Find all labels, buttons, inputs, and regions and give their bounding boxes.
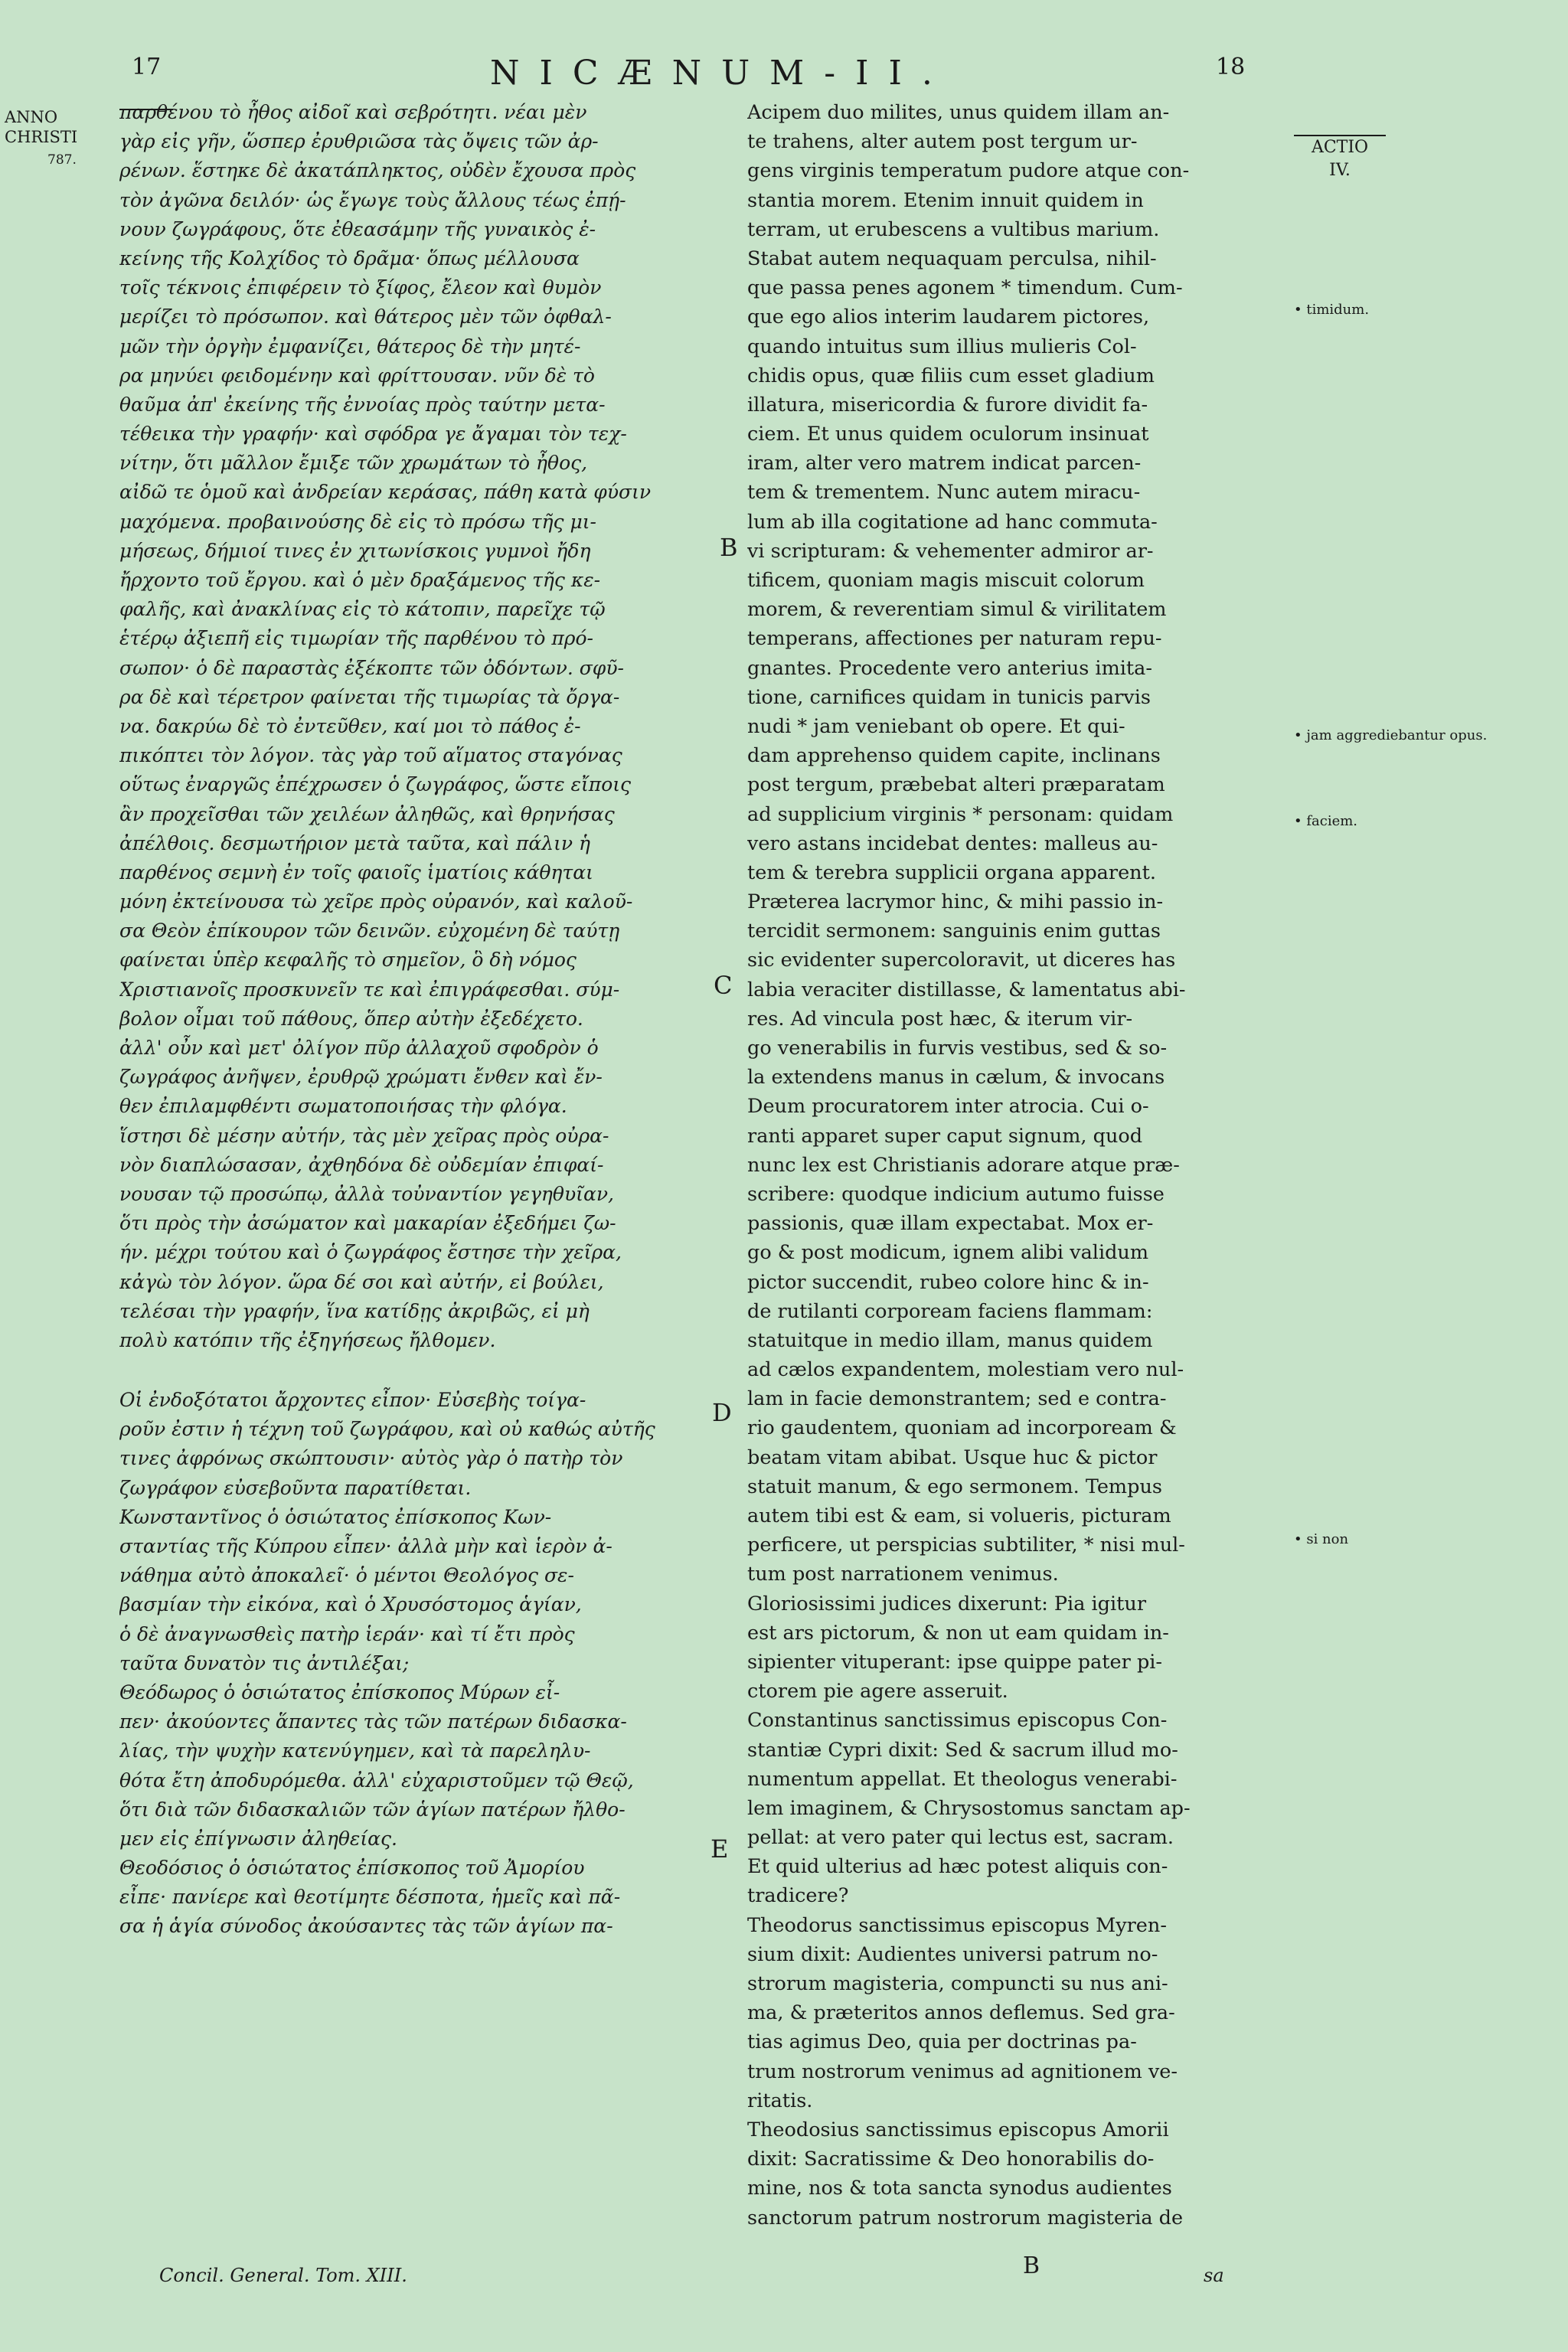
actio-label: ACTIO xyxy=(1311,138,1369,157)
greek-line: ταῦτα δυνατὸν τις ἀντιλέξαι; xyxy=(119,1651,410,1674)
latin-line: Et quid ulterius ad hæc potest aliquis con- xyxy=(747,1855,1168,1879)
latin-line: statuitque in medio illam, manus quidem xyxy=(747,1328,1153,1352)
latin-line: lum ab illa cogitatione ad hanc commuta- xyxy=(747,510,1158,534)
greek-line: πεν· ἀκούοντες ἅπαντες τὰς τῶν πατέρων διδασκα- xyxy=(119,1710,627,1733)
latin-line: morem, & reverentiam simul & virilitatem xyxy=(747,598,1167,622)
latin-line: quando intuitus sum illius mulieris Col- xyxy=(747,335,1137,358)
greek-line: μήσεως, δήμιοί τινες ἐν χιτωνίσκοις γυμνοὶ ἤδη xyxy=(119,539,591,562)
greek-line: θεν ἐπιλαμφθέντι σωματοποιήσας τὴν φλόγα. xyxy=(119,1095,567,1118)
greek-line: παρθένου τὸ ἦθος αἰδοῖ καὶ σεβρότητι. νέαι μὲν xyxy=(119,101,587,123)
latin-line: Præterea lacrymor hinc, & mihi passio in- xyxy=(747,890,1164,914)
latin-line: dixit: Sacratissime & Deo honorabilis do- xyxy=(747,2148,1155,2171)
greek-line: ἀλλ' οὖν καὶ μετ' ὀλίγον πῦρ ἀλλαχοῦ σφοδρὸν ὁ xyxy=(119,1037,599,1059)
actio-number: IV. xyxy=(1329,161,1351,180)
latin-line: tem & terebra supplicii organa apparent. xyxy=(747,861,1156,884)
latin-line: tem & trementem. Nunc autem miracu- xyxy=(747,481,1141,505)
latin-line: est ars pictorum, & non ut eam quidam in- xyxy=(747,1621,1169,1645)
running-header xyxy=(0,54,1568,100)
latin-line: vi scripturam: & vehementer admiror ar- xyxy=(747,539,1154,563)
greek-line: ὁ δὲ ἀναγνωσθεὶς πατὴρ ἱεράν· καὶ τί ἔτι πρὸς xyxy=(119,1622,575,1645)
margin-note-faciem: • faciem. xyxy=(1294,813,1358,829)
latin-line: trum nostrorum venimus ad agnitionem ve- xyxy=(747,2060,1178,2083)
greek-line: μαχόμενα. προβαινούσης δὲ εἰς τὸ πρόσω τῆς μι- xyxy=(119,510,596,533)
greek-line: ἤρχοντο τοῦ ἔργου. καὶ ὁ μὲν δραξάμενος τῆς κε- xyxy=(119,569,601,591)
greek-line: λίας, τὴν ψυχὴν κατενύγημεν, καὶ τὰ παρεληλυ- xyxy=(119,1740,591,1762)
greek-line: μόνη ἐκτείνουσα τὼ χεῖρε πρὸς οὐρανόν, καὶ καλοῦ- xyxy=(119,890,633,913)
section-letter-b: B xyxy=(720,533,738,562)
margin-christi: CHRISTI xyxy=(5,128,78,146)
paragraph-gap xyxy=(119,1355,738,1386)
greek-line: τελέσαι τὴν γραφήν, ἵνα κατίδῃς ἀκριβῶς, εἰ μὴ xyxy=(119,1299,590,1322)
latin-line: terram, ut erubescens a vultibus marium. xyxy=(747,217,1160,241)
greek-line: βασμίαν τὴν εἰκόνα, καὶ ὁ Χρυσόστομος ἁγίαν, xyxy=(119,1593,582,1616)
latin-line: perficere, ut perspicias subtiliter, * nisi mul- xyxy=(747,1534,1185,1557)
latin-line: la extendens manus in cælum, & invocans xyxy=(747,1066,1165,1089)
greek-line: τέθεικα τὴν γραφήν· καὶ σφόδρα γε ἄγαμαι τὸν τεχ- xyxy=(119,423,627,446)
greek-line: νίτην, ὅτι μᾶλλον ἔμιξε τῶν χρωμάτων τὸ ἦθος, xyxy=(119,452,588,475)
latin-line: temperans, affectiones per naturam repu- xyxy=(747,627,1162,651)
latin-line: tione, carnifices quidam in tunicis parvis xyxy=(747,685,1151,709)
latin-line: ctorem pie agere asseruit. xyxy=(747,1680,1008,1704)
latin-line: sanctorum patrum nostrorum magisteria de xyxy=(747,2206,1184,2230)
page-number-right: 18 xyxy=(1216,54,1246,80)
latin-line: ritatis. xyxy=(747,2089,813,2112)
latin-line: mine, nos & tota sancta synodus audientes xyxy=(747,2177,1172,2200)
latin-line: beatam vitam abibat. Usque huc & pictor xyxy=(747,1446,1158,1469)
greek-line: νὸν διαπλώσασαν, ἀχθηδόνα δὲ οὐδεμίαν ἐπιφαί- xyxy=(119,1153,604,1176)
latin-column xyxy=(747,98,1277,2233)
greek-line: ρα δὲ καὶ τέρετρον φαίνεται τῆς τιμωρίας τὰ ὄργα- xyxy=(119,685,620,708)
section-letter-e: E xyxy=(710,1834,729,1864)
greek-line: ὅτι διὰ τῶν διδασκαλιῶν τῶν ἁγίων πατέρων ἤλθο- xyxy=(119,1798,626,1821)
greek-line: φαλῆς, καὶ ἀνακλίνας εἰς τὸ κάτοπιν, παρεῖχε τῷ xyxy=(119,598,606,621)
latin-line: ad supplicium virginis * personam: quidam xyxy=(747,802,1174,826)
latin-line: ciem. Et unus quidem oculorum insinuat xyxy=(747,423,1149,446)
margin-note-aggredi: • jam aggrediebantur opus. xyxy=(1294,727,1488,743)
page-number-left: 17 xyxy=(132,54,162,80)
greek-line: ὅτι πρὸς τὴν ἀσώματον καὶ μακαρίαν ἐξεδήμει ζω- xyxy=(119,1212,616,1235)
greek-line: θότα ἔτη ἀποδυρόμεθα. ἀλλ' εὐχαριστοῦμεν τῷ Θεῷ, xyxy=(119,1769,634,1792)
greek-line: ἀπέλθοις. δεσμωτήριον μετὰ ταῦτα, καὶ πάλιν ἡ xyxy=(119,831,590,854)
latin-line: Constantinus sanctissimus episcopus Con- xyxy=(747,1709,1168,1733)
latin-line: sium dixit: Audientes universi patrum no- xyxy=(747,1942,1158,1966)
latin-line: lem imaginem, & Chrysostomus sanctam ap- xyxy=(747,1796,1191,1820)
greek-line: ζωγράφος ἀνῆψεν, ἐρυθρῷ χρώματι ἔνθεν καὶ ἔν- xyxy=(119,1066,603,1089)
margin-note-year xyxy=(5,107,112,170)
greek-line: κἀγὼ τὸν λόγον. ὥρα δέ σοι καὶ αὐτήν, εἰ βούλει, xyxy=(119,1270,604,1293)
latin-line: passionis, quæ illam expectabat. Mox er- xyxy=(747,1212,1154,1236)
latin-line: tum post narrationem venimus. xyxy=(747,1563,1059,1586)
latin-line: Deum procuratorem inter atrocia. Cui o- xyxy=(747,1095,1149,1119)
latin-line: res. Ad vincula post hæc, & iterum vir- xyxy=(747,1007,1133,1031)
greek-line: Θεόδωρος ὁ ὁσιώτατος ἐπίσκοπος Μύρων εἶ- xyxy=(119,1681,560,1704)
latin-line: post tergum, præbebat alteri præparatam xyxy=(747,773,1165,797)
latin-line: de rutilanti corpoream faciens flammam: xyxy=(747,1299,1153,1323)
greek-line: ρένων. ἕστηκε δὲ ἀκατάπληκτος, οὐδὲν ἔχουσα πρὸς xyxy=(119,159,636,182)
latin-line: tradicere? xyxy=(747,1884,849,1908)
latin-line: pellat: at vero pater qui lectus est, sacram. xyxy=(747,1826,1174,1850)
greek-line: γὰρ εἰς γῆν, ὥσπερ ἐρυθριῶσα τὰς ὄψεις τῶν ἀρ- xyxy=(119,130,599,153)
greek-line: ήν. μέχρι τούτου καὶ ὁ ζωγράφος ἔστησε τὴν χεῖρα, xyxy=(119,1241,622,1264)
latin-line: scribere: quodque indicium autumo fuisse xyxy=(747,1182,1165,1206)
latin-line: que passa penes agonem * timendum. Cum- xyxy=(747,276,1183,300)
latin-line: illatura, misericordia & furore dividit fa- xyxy=(747,393,1148,416)
latin-line: Theodorus sanctissimus episcopus Myren- xyxy=(747,1913,1167,1937)
latin-line: statuit manum, & ego sermonem. Tempus xyxy=(747,1475,1162,1498)
greek-line: πολὺ κατόπιν τῆς ἐξηγήσεως ἤλθομεν. xyxy=(119,1328,496,1351)
greek-line: ἂν προχεῖσθαι τῶν χειλέων ἀληθῶς, καὶ θρηνήσας xyxy=(119,802,615,825)
greek-line: Χριστιανοῖς προσκυνεῖν τε καὶ ἐπιγράφεσθαι. σύμ- xyxy=(119,978,620,1001)
latin-line: go & post modicum, ignem alibi validum xyxy=(747,1241,1149,1265)
greek-line: εἶπε· πανίερε καὶ θεοτίμητε δέσποτα, ἡμεῖς καὶ πᾶ- xyxy=(119,1886,621,1909)
latin-line: ad cælos expandentem, molestiam vero nul- xyxy=(747,1358,1184,1382)
greek-line: τινες ἀφρόνως σκώπτουσιν· αὐτὸς γὰρ ὁ πατὴρ τὸν xyxy=(119,1447,623,1470)
footer-catchword: sa xyxy=(1204,2265,1224,2286)
greek-line: νουσαν τῷ προσώπῳ, ἀλλὰ τοὐναντίον γεγηθυῖαν, xyxy=(119,1182,614,1205)
greek-line: νουν ζωγράφους, ὅτε ἐθεασάμην τῆς γυναικὸς ἐ- xyxy=(119,217,596,240)
latin-line: vero astans incidebat dentes: malleus au- xyxy=(747,831,1158,855)
running-title: NICÆNUM-II. xyxy=(490,54,952,93)
greek-line: ζωγράφον εὐσεβοῦντα παρατίθεται. xyxy=(119,1476,472,1499)
latin-line: Stabat autem nequaquam perculsa, nihil- xyxy=(747,247,1157,270)
margin-actio xyxy=(1294,136,1386,182)
greek-line: θαῦμα ἀπ' ἐκείνης τῆς ἐννοίας πρὸς ταύτην μετα- xyxy=(119,393,606,416)
margin-anno: ANNO xyxy=(5,108,58,126)
latin-line: tias agimus Deo, quia per doctrinas pa- xyxy=(747,2030,1137,2054)
latin-line: te trahens, alter autem post tergum ur- xyxy=(747,130,1138,154)
greek-line: να. δακρύω δὲ τὸ ἐντεῦθεν, καί μοι τὸ πάθος ἐ- xyxy=(119,714,581,737)
footer-volume: Concil. General. Tom. XIII. xyxy=(159,2265,407,2286)
latin-line: tificem, quoniam magis miscuit colorum xyxy=(747,569,1145,592)
greek-line: νάθημα αὐτὸ ἀποκαλεῖ· ὁ μέντοι Θεολόγος σε- xyxy=(119,1564,574,1587)
greek-line: ἵστησι δὲ μέσην αὐτήν, τὰς μὲν χεῖρας πρὸς οὐρα- xyxy=(119,1124,609,1147)
margin-note-timidum: • timidum. xyxy=(1294,302,1370,318)
latin-line: labia veraciter distillasse, & lamentatus abi- xyxy=(747,978,1186,1001)
greek-line: φαίνεται ὑπὲρ κεφαλῆς τὸ σημεῖον, ὃ δὴ νόμος xyxy=(119,949,577,972)
latin-line: Theodosius sanctissimus episcopus Amorii xyxy=(747,2118,1169,2141)
latin-line: autem tibi est & eam, si volueris, picturam xyxy=(747,1504,1171,1527)
greek-line: πικόπτει τὸν λόγον. τὰς γὰρ τοῦ αἵματος σταγόνας xyxy=(119,744,622,767)
greek-line: σα ἡ ἁγία σύνοδος ἀκούσαντες τὰς τῶν ἁγίων πα- xyxy=(119,1915,613,1938)
latin-line: que ego alios interim laudarem pictores, xyxy=(747,305,1150,329)
latin-line: sipienter vituperant: ipse quippe pater pi- xyxy=(747,1650,1163,1674)
greek-line: ἑτέρῳ ἀξιεπῆ εἰς τιμωρίαν τῆς παρθένου τὸ πρό- xyxy=(119,627,593,650)
footer-signature: B xyxy=(1023,2252,1040,2279)
latin-line: dam apprehenso quidem capite, inclinans xyxy=(747,744,1161,768)
latin-line: Gloriosissimi judices dixerunt: Pia igitur xyxy=(747,1592,1147,1615)
greek-line: σταντίας τῆς Κύπρου εἶπεν· ἀλλὰ μὴν καὶ ἱερὸν ἀ- xyxy=(119,1535,612,1557)
greek-line: οὕτως ἐναργῶς ἐπέχρωσεν ὁ ζωγράφος, ὥστε εἴποις xyxy=(119,773,632,796)
greek-line: μερίζει τὸ πρόσωπον. καὶ θάτερος μὲν τῶν ὀφθαλ- xyxy=(119,305,612,328)
greek-line: ρα μηνύει φειδομένην καὶ φρίττουσαν. νῦν δὲ τὸ xyxy=(119,364,595,387)
latin-line: nudi * jam veniebant ob opere. Et qui- xyxy=(747,714,1125,738)
latin-line: ma, & præteritos annos deflemus. Sed gra- xyxy=(747,2001,1175,2025)
latin-line: numentum appellat. Et theologus venerabi- xyxy=(747,1767,1178,1791)
latin-line: chidis opus, quæ filiis cum esset gladium xyxy=(747,364,1155,387)
greek-line: σα Θεὸν ἐπίκουρον τῶν δεινῶν. εὐχομένη δὲ ταύτῃ xyxy=(119,920,620,942)
latin-line: pictor succendit, rubeo colore hinc & in- xyxy=(747,1270,1149,1294)
latin-line: stantiæ Cypri dixit: Sed & sacrum illud mo- xyxy=(747,1738,1178,1762)
latin-line: go venerabilis in furvis vestibus, sed & so- xyxy=(747,1037,1168,1060)
latin-line: gens virginis temperatum pudore atque con- xyxy=(747,159,1190,183)
greek-line: αἰδῶ τε ὁμοῦ καὶ ἀνδρείαν κεράσας, πάθη κατὰ φύσιν xyxy=(119,481,652,504)
greek-line: βολον οἶμαι τοῦ πάθους, ὅπερ αὐτὴν ἐξεδέχετο. xyxy=(119,1007,583,1030)
latin-line: tercidit sermonem: sanguinis enim guttas xyxy=(747,920,1161,943)
margin-note-si-non: • si non xyxy=(1294,1531,1349,1547)
latin-line: gnantes. Procedente vero anterius imita- xyxy=(747,656,1152,680)
greek-line: μεν εἰς ἐπίγνωσιν ἀληθείας. xyxy=(119,1827,397,1850)
greek-line: Θεοδόσιος ὁ ὁσιώτατος ἐπίσκοπος τοῦ Ἀμορίου xyxy=(119,1857,585,1880)
section-letter-c: C xyxy=(714,971,733,1000)
section-letter-d: D xyxy=(712,1398,732,1427)
latin-line: stantia morem. Etenim innuit quidem in xyxy=(747,188,1144,212)
latin-line: lam in facie demonstrantem; sed e contra- xyxy=(747,1387,1167,1411)
greek-line: σωπον· ὁ δὲ παραστὰς ἐξέκοπτε τῶν ὀδόντων. σφῦ- xyxy=(119,656,624,679)
latin-line: sic evidenter supercoloravit, ut diceres has xyxy=(747,949,1176,972)
latin-line: rio gaudentem, quoniam ad incorpoream & xyxy=(747,1416,1177,1440)
greek-line: ροῦν ἐστιν ἡ τέχνη τοῦ ζωγράφου, καὶ οὐ καθώς αὐτῆς xyxy=(119,1418,655,1441)
greek-line: Κωνσταντῖνος ὁ ὁσιώτατος ἐπίσκοπος Κων- xyxy=(119,1505,552,1528)
latin-line: strorum magisteria, compuncti su nus ani- xyxy=(747,1972,1168,1995)
greek-line: μῶν τὴν ὀργὴν ἐμφανίζει, θάτερος δὲ τὴν μητέ- xyxy=(119,335,581,358)
greek-line: Οἱ ἐνδοξότατοι ἄρχοντες εἶπον· Εὐσεβὴς τοίγα- xyxy=(119,1389,586,1412)
greek-column xyxy=(119,98,738,1942)
greek-line: κείνης τῆς Κολχίδος τὸ δρᾶμα· ὅπως μέλλουσα xyxy=(119,247,580,270)
margin-year: 787. xyxy=(47,152,77,168)
latin-line: nunc lex est Christianis adorare atque præ- xyxy=(747,1153,1180,1177)
greek-line: τὸν ἀγῶνα δειλόν· ὡς ἔγωγε τοὺς ἄλλους τέως ἐπῄ- xyxy=(119,188,626,211)
latin-line: ranti apparet super caput signum, quod xyxy=(747,1124,1143,1148)
latin-line: Acipem duo milites, unus quidem illam an- xyxy=(747,101,1170,124)
greek-line: παρθένος σεμνὴ ἐν τοῖς φαιοῖς ἱματίοις κάθηται xyxy=(119,861,593,884)
latin-line: iram, alter vero matrem indicat parcen- xyxy=(747,452,1142,475)
greek-line: τοῖς τέκνοις ἐπιφέρειν τὸ ξίφος, ἔλεον καὶ θυμὸν xyxy=(119,276,602,299)
